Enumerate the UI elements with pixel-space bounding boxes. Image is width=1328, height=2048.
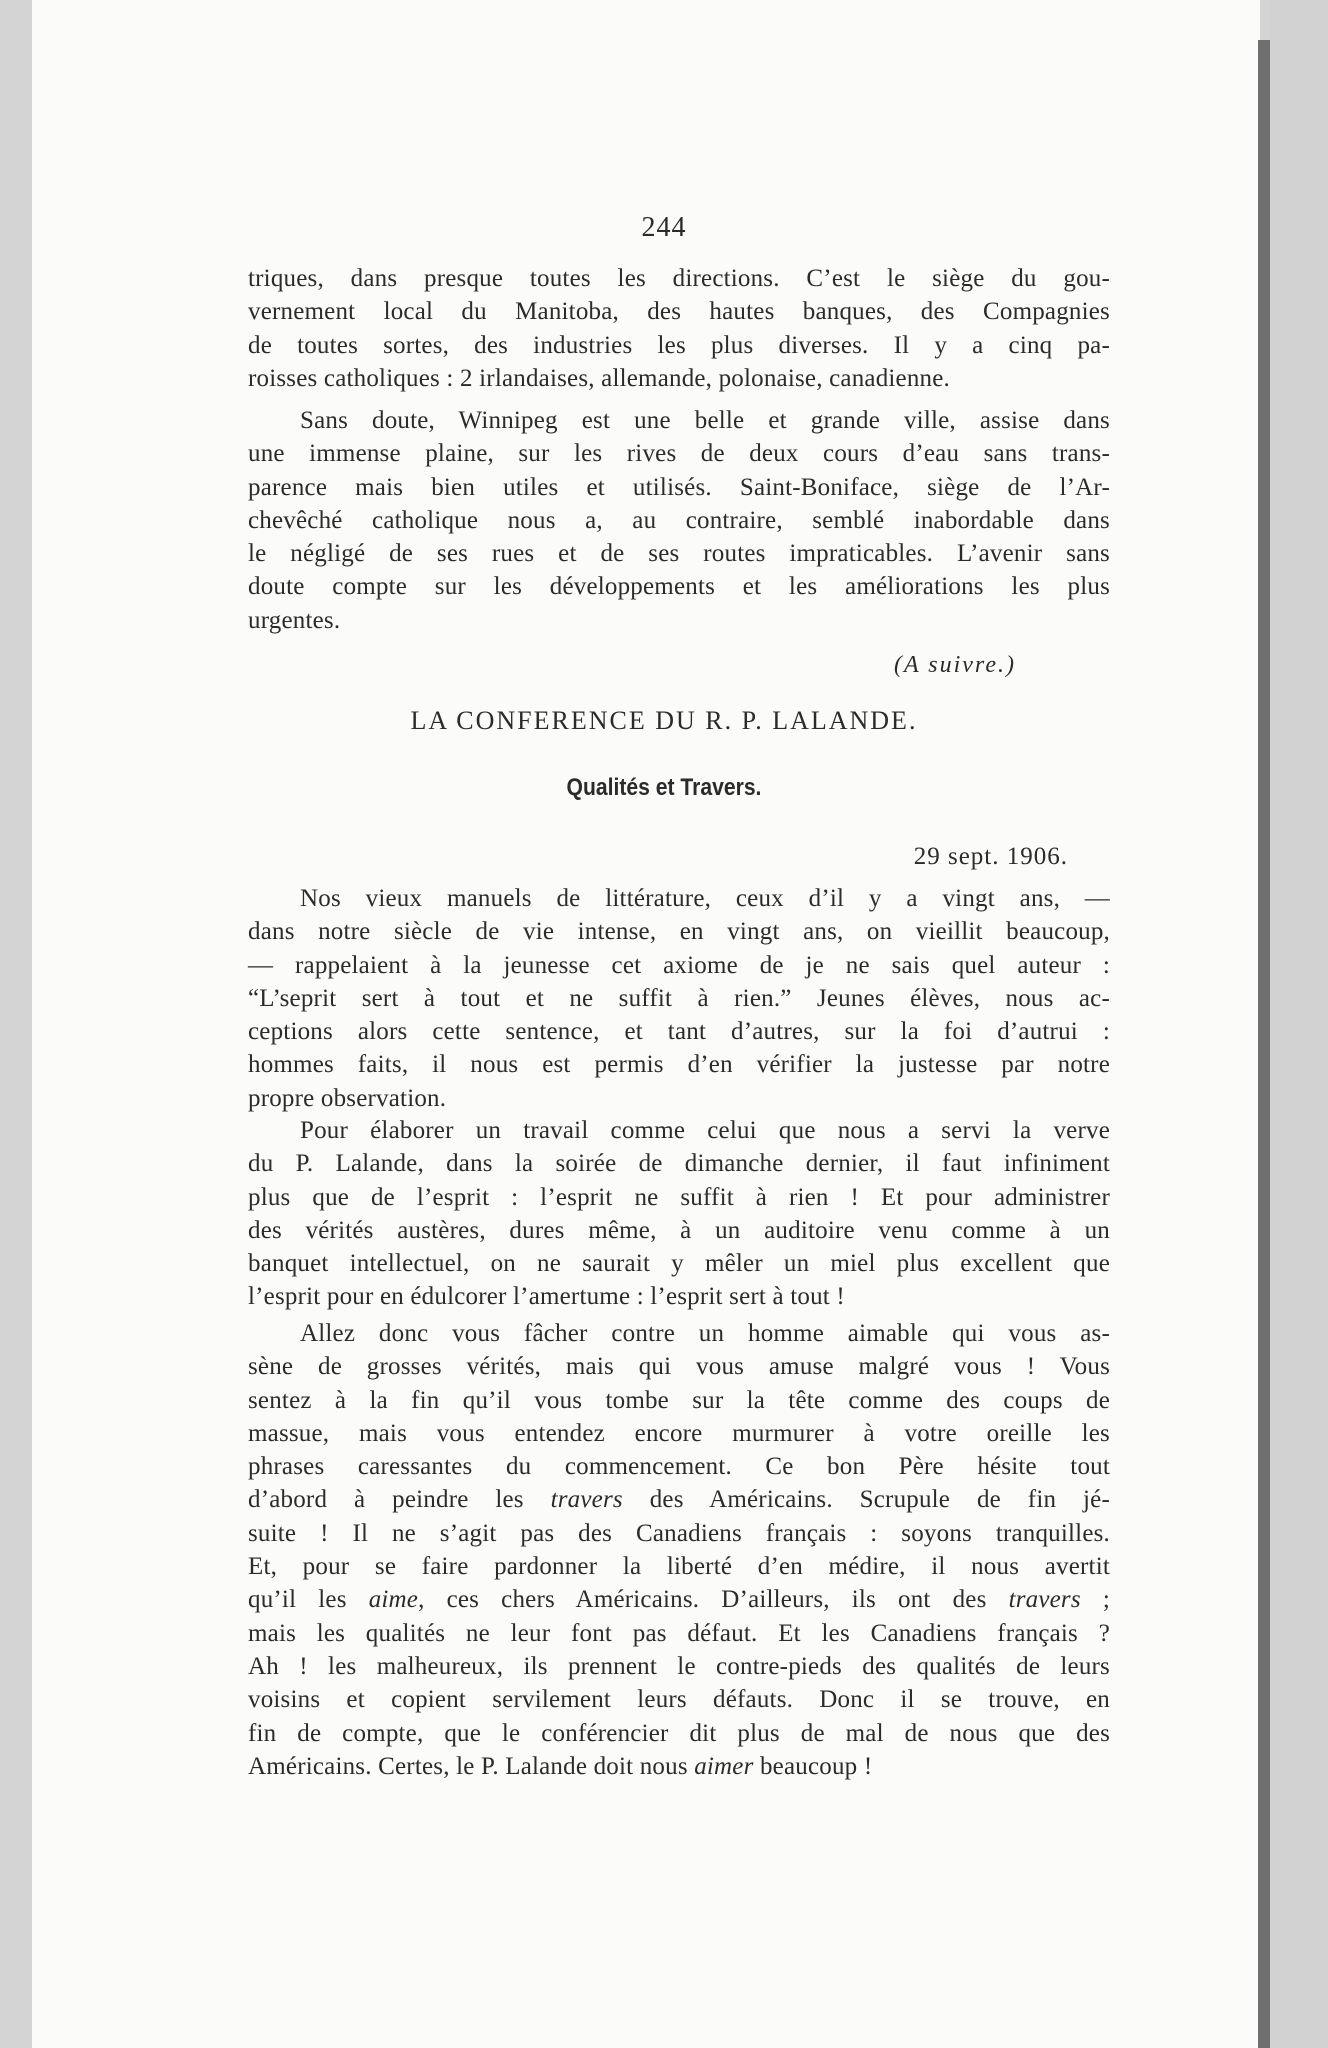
text-line: mais les qualités ne leur font pas défaut. Et les Canadiens français ? <box>248 1619 1110 1647</box>
article-title: LA CONFERENCE DU R. P. LALANDE. <box>410 706 918 735</box>
text-line: des vérités austères, dures même, à un auditoire venu comme à un <box>248 1216 1110 1244</box>
text-line: doute compte sur les développements et les améliorations les plus <box>248 573 1110 601</box>
text-line: banquet intellectuel, on ne saurait y mêler un miel plus excellent que <box>248 1250 1110 1278</box>
text-line: l’esprit pour en édulcorer l’amertume : l’esprit sert à tout ! <box>248 1283 845 1311</box>
paragraph <box>248 1114 1110 1314</box>
text-line: “L’seprit sert à tout et ne suffit à rien.” Jeunes élèves, nous ac- <box>248 984 1110 1012</box>
text-line: de toutes sortes, des industries les plus diverses. Il y a cinq pa- <box>248 331 1110 359</box>
text-line: qu’il les aime, ces chers Américains. D’ailleurs, ils ont des travers ; <box>248 1586 1110 1614</box>
text-line: Et, pour se faire pardonner la liberté d’en médire, il nous avertit <box>248 1553 1110 1581</box>
text-line: Allez donc vous fâcher contre un homme aimable qui vous as- <box>300 1320 1110 1347</box>
text-line: — rappelaient à la jeunesse cet axiome de je ne sais quel auteur : <box>248 951 1110 979</box>
text-line: massue, mais vous entendez encore murmurer à votre oreille les <box>248 1419 1110 1447</box>
paragraph <box>248 262 1110 395</box>
text-line: fin de compte, que le conférencier dit plus de mal de nous que des <box>248 1719 1110 1747</box>
text-line: sène de grosses vérités, mais qui vous amuse malgré vous ! Vous <box>248 1353 1110 1381</box>
text-line: chevêché catholique nous a, au contraire, semblé inabordable dans <box>248 506 1110 534</box>
text-line: le négligé de ses rues et de ses routes impraticables. L’avenir sans <box>248 540 1110 568</box>
paragraph <box>248 1317 1110 1783</box>
text-line: Pour élaborer un travail comme celui que nous a servi la verve <box>300 1117 1110 1144</box>
article-subtitle: Qualités et Travers. <box>566 774 762 801</box>
text-line: une immense plaine, sur les rives de deux cours d’eau sans trans- <box>248 440 1110 468</box>
dateline: 29 sept. 1906. <box>913 843 1068 870</box>
page-number: 244 <box>641 212 687 243</box>
text-line: urgentes. <box>248 606 341 634</box>
text-line: Ah ! les malheureux, ils prennent le contre-pieds des qualités de leurs <box>248 1652 1110 1680</box>
scan-margin <box>1270 0 1328 2048</box>
text-line: parence mais bien utiles et utilisés. Saint-Boniface, siège de l’Ar- <box>248 473 1110 501</box>
to-be-continued-note: (A suivre.) <box>894 652 1016 678</box>
paragraph <box>248 882 1110 1115</box>
text-line: voisins et copient servilement leurs défauts. Donc il se trouve, en <box>248 1686 1110 1714</box>
text-line: Sans doute, Winnipeg est une belle et grande ville, assise dans <box>300 407 1110 434</box>
text-line: hommes faits, il nous est permis d’en vérifier la justesse par notre <box>248 1051 1110 1079</box>
text-line: propre observation. <box>248 1084 447 1112</box>
text-line: Américains. Certes, le P. Lalande doit nous aimer beaucoup ! <box>248 1752 873 1780</box>
text-line: d’abord à peindre les travers des Américains. Scrupule de fin jé- <box>248 1486 1111 1514</box>
text-line: roisses catholiques : 2 irlandaises, allemande, polonaise, canadienne. <box>248 364 950 392</box>
text-line: Nos vieux manuels de littérature, ceux d’il y a vingt ans, — <box>300 885 1110 912</box>
text-line: sentez à la fin qu’il vous tombe sur la tête comme des coups de <box>248 1386 1110 1414</box>
text-line: suite ! Il ne s’agit pas des Canadiens français : soyons tranquilles. <box>248 1519 1110 1547</box>
text-line: vernement local du Manitoba, des hautes banques, des Compagnies <box>248 298 1110 326</box>
paragraph <box>248 404 1110 637</box>
text-line: triques, dans presque toutes les directions. C’est le siège du gou- <box>248 265 1110 292</box>
text-line: dans notre siècle de vie intense, en vingt ans, on vieillit beaucoup, <box>248 918 1110 946</box>
text-line: ceptions alors cette sentence, et tant d’autres, sur la foi d’autrui : <box>248 1018 1110 1046</box>
text-line: plus que de l’esprit : l’esprit ne suffit à rien ! Et pour administrer <box>248 1183 1110 1211</box>
text-line: du P. Lalande, dans la soirée de dimanche dernier, il faut infiniment <box>248 1150 1110 1178</box>
text-line: phrases caressantes du commencement. Ce bon Père hésite tout <box>248 1453 1110 1481</box>
